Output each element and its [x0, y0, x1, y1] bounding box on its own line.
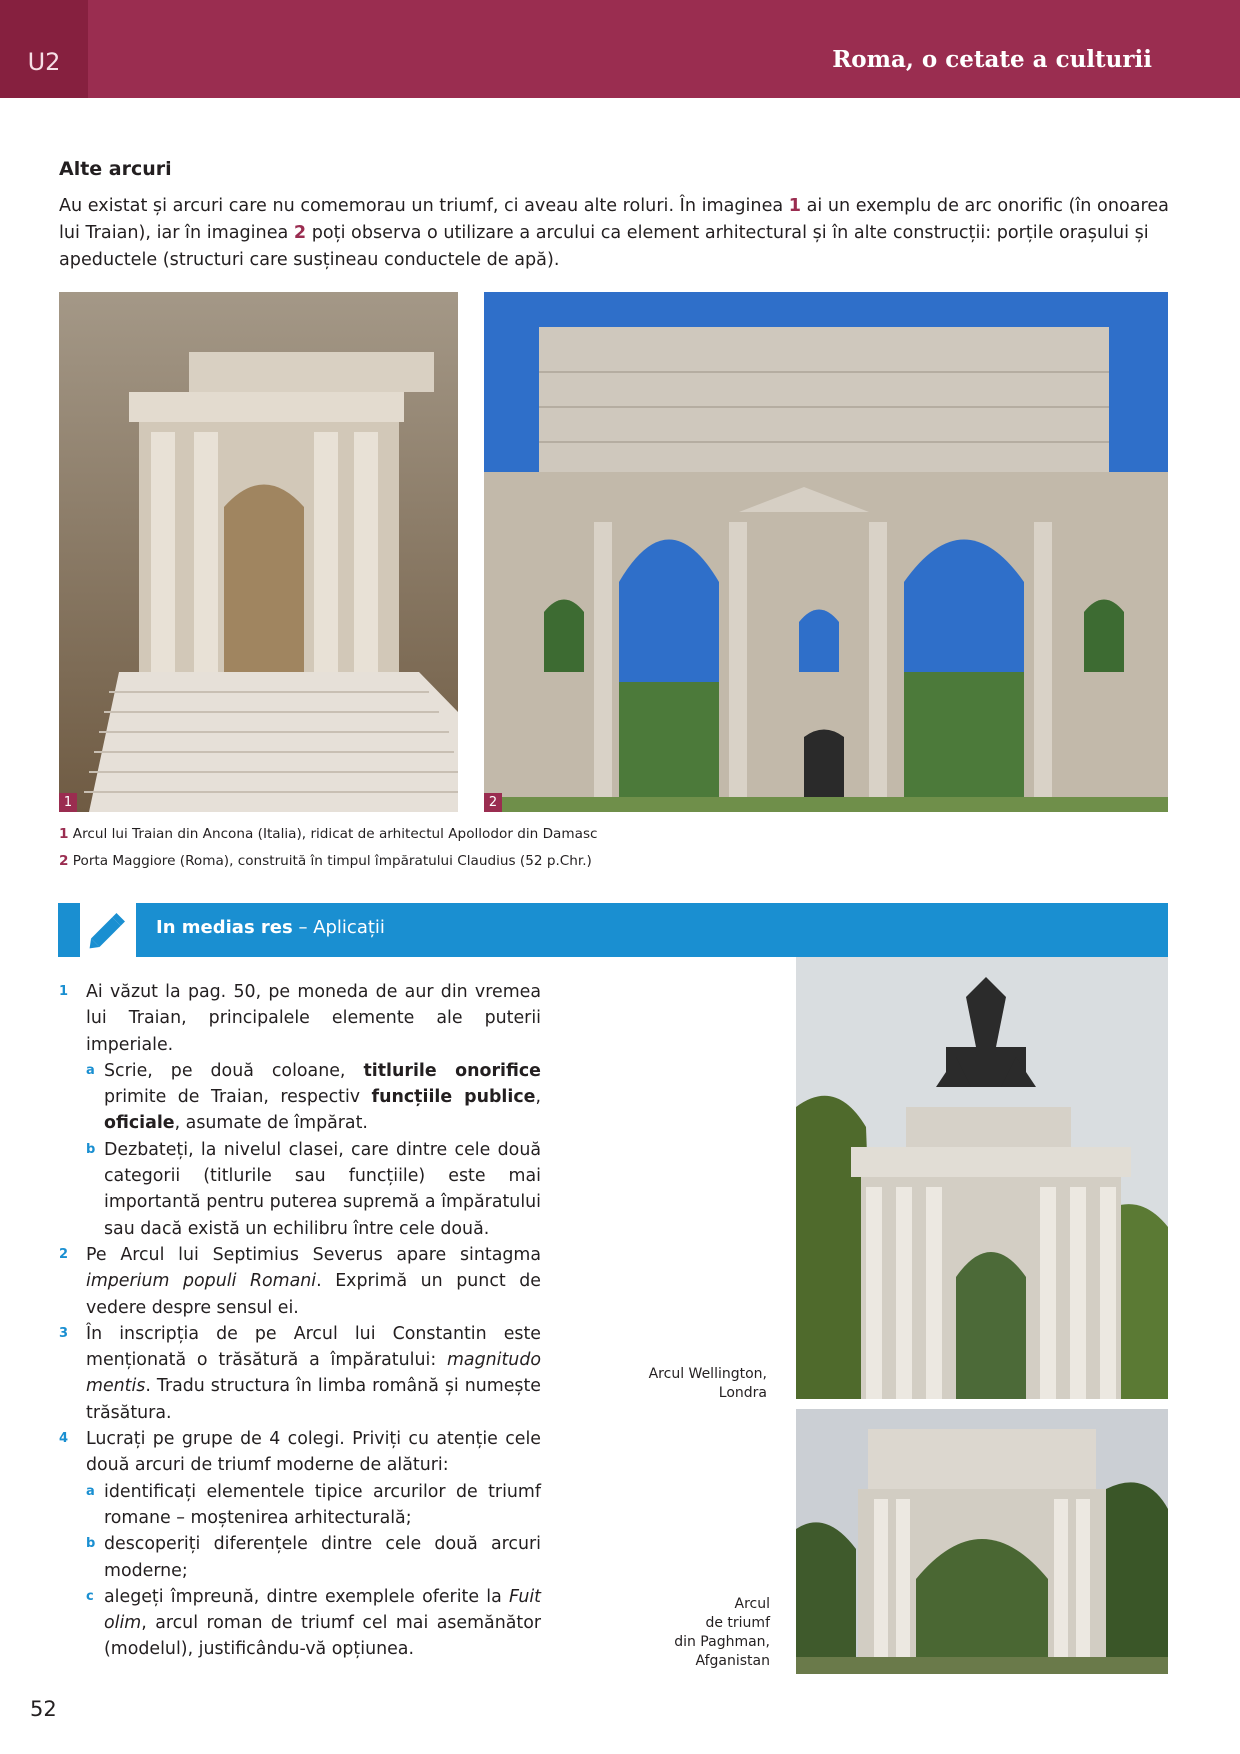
exercise-4c: c alegeți împreună, dintre exemplele oferite la Fuit olim, arcul roman de triumf cel mai asemănător (modelul), justificându-vă opțiunea. — [86, 1586, 541, 1660]
pencil-icon — [80, 903, 136, 957]
photo-paghman-arch — [796, 1409, 1168, 1674]
porta-maggiore-illustration — [484, 292, 1168, 812]
exercise-list — [59, 979, 541, 1663]
banner-accent-strip — [58, 903, 80, 957]
exercise-2: 2 Pe Arcul lui Septimius Severus apare sintagma imperium populi Romani. Exprimă un punct de vedere despre sensul ei. — [59, 1244, 541, 1318]
unit-label: U2 — [0, 0, 88, 98]
caption-figure-2: 2 Porta Maggiore (Roma), construită în timpul împăratului Claudius (52 p.Chr.) — [59, 853, 592, 869]
exercise-1a: a Scrie, pe două coloane, titlurile onorifice primite de Traian, respectiv funcțiile publice, oficiale, asumate de împărat. — [86, 1060, 541, 1134]
exercise-4b: b descoperiți diferențele dintre cele două arcuri moderne; — [86, 1534, 541, 1581]
intro-paragraph: Au existat și arcuri care nu comemorau un triumf, ci aveau alte roluri. În imaginea 1 ai un exemplu de arc onorific (în onoarea lui Traian), iar în imaginea 2 poți observa o utilizare a arcului ca element arhitectural și în alte construcții: porțile orașului și apeductele (structuri care susțineau conductele de apă). — [59, 196, 1169, 270]
wellington-arch-illustration — [796, 957, 1168, 1399]
figure-arch-of-trajan — [59, 292, 458, 812]
photo-wellington-arch — [796, 957, 1168, 1399]
figure-porta-maggiore — [484, 292, 1168, 812]
exercise-number: 1 — [59, 984, 69, 999]
exercise-4: 4 Lucrați pe grupe de 4 colegi. Priviți cu atenție cele două arcuri de triumf moderne de alături: — [59, 1429, 541, 1476]
caption-paghman: Arcul de triumf din Paghman, Afganistan — [674, 1596, 770, 1669]
caption-wellington: Arcul Wellington, Londra — [648, 1366, 767, 1401]
banner-icon-box — [80, 903, 136, 957]
exercise-1b: b Dezbateți, la nivelul clasei, care dintre cele două categorii (titlurile sau funcțiile) este mai importantă pentru puterea supremă a împăratului sau dacă există un echilibru între cele două. — [86, 1139, 541, 1239]
page-number: 52 — [30, 1697, 57, 1721]
exercise-4a: a identificați elementele tipice arcurilor de triumf romane – moștenirea arhitecturală; — [86, 1481, 541, 1528]
chapter-title: Roma, o cetate a culturii — [832, 46, 1152, 73]
figure-2-badge: 2 — [484, 793, 502, 812]
banner-title: In medias res – Aplicații — [156, 917, 385, 938]
section-heading: Alte arcuri — [59, 158, 172, 180]
arch-of-trajan-illustration — [59, 292, 458, 812]
caption-figure-1: 1 Arcul lui Traian din Ancona (Italia), ridicat de arhitectul Apollodor din Damasc — [59, 826, 598, 842]
exercise-1: 1 Ai văzut la pag. 50, pe moneda de aur din vremea lui Traian, principalele elemente ale puterii imperiale. — [59, 979, 541, 1058]
exercise-3: 3 În inscripția de pe Arcul lui Constantin este menționată o trăsătură a împăratului: magnitudo mentis. Tradu structura în limba română și numește trăsătura. — [59, 1323, 541, 1423]
paghman-arch-illustration — [796, 1409, 1168, 1674]
figure-1-badge: 1 — [59, 793, 77, 812]
